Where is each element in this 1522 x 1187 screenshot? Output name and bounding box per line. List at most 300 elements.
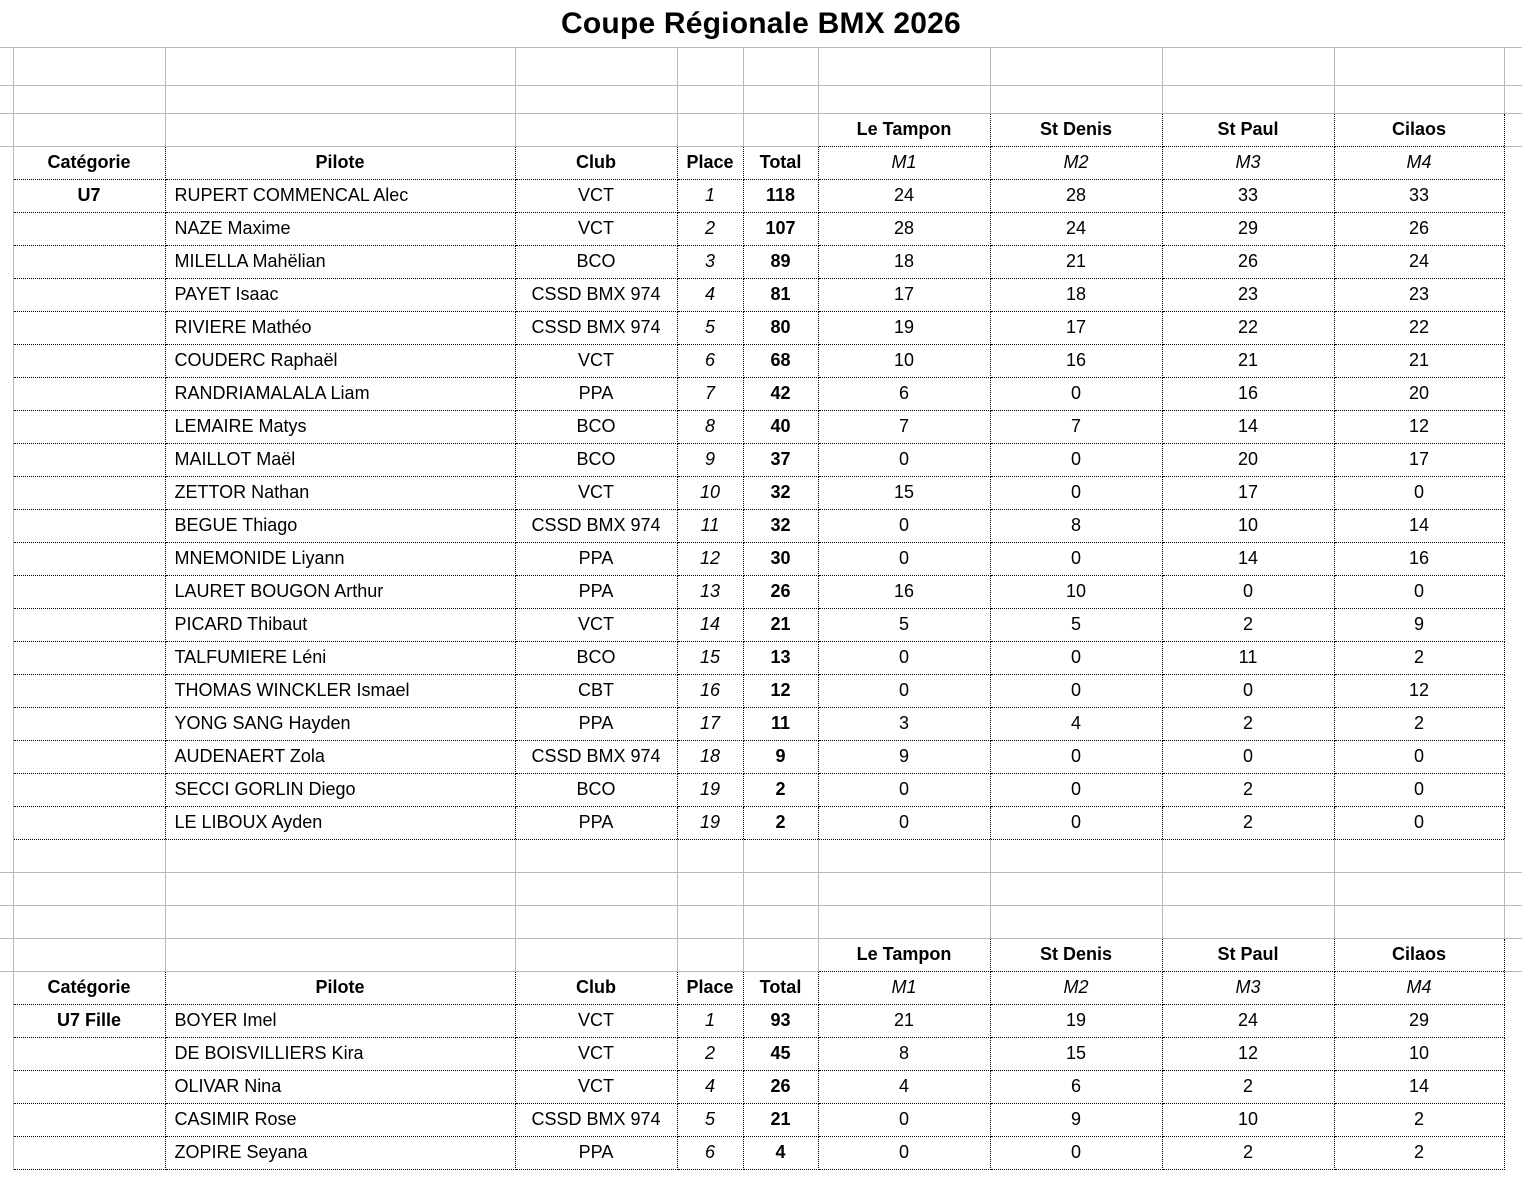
cell-categorie: U7 Fille bbox=[13, 1004, 165, 1037]
sheet-edge-cell bbox=[1504, 575, 1522, 608]
sheet-edge-cell bbox=[1504, 707, 1522, 740]
cell-round-4: 23 bbox=[1334, 278, 1504, 311]
table-row bbox=[0, 674, 1522, 707]
venue-spacer-cell bbox=[165, 938, 515, 971]
sheet-edge-cell bbox=[1504, 542, 1522, 575]
venue-header-1: Le Tampon bbox=[818, 938, 990, 971]
cell-categorie bbox=[13, 773, 165, 806]
sheet-gutter-cell bbox=[0, 542, 13, 575]
cell-pilote: ZETTOR Nathan bbox=[165, 476, 515, 509]
sheet-edge-cell bbox=[1504, 740, 1522, 773]
sheet-edge-cell bbox=[1504, 476, 1522, 509]
cell-round-1: 0 bbox=[818, 509, 990, 542]
cell-pilote: AUDENAERT Zola bbox=[165, 740, 515, 773]
cell-round-1: 19 bbox=[818, 311, 990, 344]
cell-pilote: OLIVAR Nina bbox=[165, 1070, 515, 1103]
venue-header-4: Cilaos bbox=[1334, 938, 1504, 971]
table-row bbox=[0, 179, 1522, 212]
table-row bbox=[0, 410, 1522, 443]
cell-pilote: YONG SANG Hayden bbox=[165, 707, 515, 740]
table-row bbox=[0, 1103, 1522, 1136]
sheet-empty-cell bbox=[990, 48, 1162, 85]
cell-place: 17 bbox=[677, 707, 743, 740]
cell-place: 5 bbox=[677, 311, 743, 344]
cell-round-3: 20 bbox=[1162, 443, 1334, 476]
sheet-empty-cell bbox=[515, 872, 677, 905]
sheet-gutter-cell bbox=[0, 245, 13, 278]
cell-round-3: 22 bbox=[1162, 311, 1334, 344]
table-row bbox=[0, 509, 1522, 542]
cell-round-2: 0 bbox=[990, 740, 1162, 773]
cell-categorie bbox=[13, 707, 165, 740]
cell-round-3: 2 bbox=[1162, 608, 1334, 641]
cell-round-1: 0 bbox=[818, 641, 990, 674]
column-header-place: Place bbox=[677, 971, 743, 1004]
cell-round-3: 17 bbox=[1162, 476, 1334, 509]
table-row bbox=[0, 443, 1522, 476]
sheet-edge-cell bbox=[1504, 938, 1522, 971]
cell-club: VCT bbox=[515, 212, 677, 245]
sheet-empty-cell bbox=[677, 872, 743, 905]
cell-round-4: 0 bbox=[1334, 806, 1504, 839]
cell-club: BCO bbox=[515, 410, 677, 443]
cell-total: 107 bbox=[743, 212, 818, 245]
table-row bbox=[0, 377, 1522, 410]
sheet-edge-cell bbox=[1504, 179, 1522, 212]
sheet-empty-cell bbox=[677, 48, 743, 85]
sheet-gutter-cell bbox=[0, 641, 13, 674]
cell-round-4: 20 bbox=[1334, 377, 1504, 410]
sheet-empty-cell bbox=[13, 839, 165, 872]
cell-round-3: 14 bbox=[1162, 410, 1334, 443]
cell-club: PPA bbox=[515, 377, 677, 410]
venue-spacer-cell bbox=[743, 938, 818, 971]
sheet-edge-cell bbox=[1504, 674, 1522, 707]
sheet-edge-cell bbox=[1504, 344, 1522, 377]
cell-round-3: 26 bbox=[1162, 245, 1334, 278]
sheet-empty-cell bbox=[13, 905, 165, 938]
table-row bbox=[0, 1136, 1522, 1169]
sheet-gutter-cell bbox=[0, 1070, 13, 1103]
cell-round-2: 0 bbox=[990, 1136, 1162, 1169]
cell-club: PPA bbox=[515, 542, 677, 575]
cell-total: 9 bbox=[743, 740, 818, 773]
sheet-empty-row bbox=[0, 839, 1522, 872]
cell-round-4: 33 bbox=[1334, 179, 1504, 212]
cell-total: 21 bbox=[743, 1103, 818, 1136]
table-row bbox=[0, 542, 1522, 575]
sheet-edge-cell bbox=[1504, 509, 1522, 542]
sheet-edge-cell bbox=[1504, 1070, 1522, 1103]
cell-total: 45 bbox=[743, 1037, 818, 1070]
table-row bbox=[0, 707, 1522, 740]
cell-place: 9 bbox=[677, 443, 743, 476]
sheet-edge-cell bbox=[1504, 113, 1522, 146]
cell-total: 26 bbox=[743, 575, 818, 608]
venue-header-row bbox=[0, 113, 1522, 146]
sheet-empty-cell bbox=[1334, 85, 1504, 113]
cell-round-3: 23 bbox=[1162, 278, 1334, 311]
sheet-edge-cell bbox=[1504, 443, 1522, 476]
column-header-categorie: Catégorie bbox=[13, 146, 165, 179]
cell-pilote: RANDRIAMALALA Liam bbox=[165, 377, 515, 410]
sheet-empty-cell bbox=[1162, 48, 1334, 85]
cell-pilote: RUPERT COMMENCAL Alec bbox=[165, 179, 515, 212]
cell-round-3: 2 bbox=[1162, 1136, 1334, 1169]
column-header-round-2: M2 bbox=[990, 146, 1162, 179]
sheet-empty-cell bbox=[0, 872, 13, 905]
cell-round-1: 18 bbox=[818, 245, 990, 278]
page-title: Coupe Régionale BMX 2026 bbox=[561, 6, 961, 40]
sheet-empty-cell bbox=[818, 872, 990, 905]
cell-club: VCT bbox=[515, 179, 677, 212]
sheet-gutter-cell bbox=[0, 146, 13, 179]
sheet-empty-cell bbox=[1334, 839, 1504, 872]
sheet-empty-cell bbox=[1504, 85, 1522, 113]
cell-round-3: 10 bbox=[1162, 1103, 1334, 1136]
cell-round-1: 21 bbox=[818, 1004, 990, 1037]
document-title-row bbox=[0, 0, 1522, 48]
cell-total: 2 bbox=[743, 806, 818, 839]
sheet-empty-cell bbox=[515, 905, 677, 938]
cell-round-1: 7 bbox=[818, 410, 990, 443]
column-header-total: Total bbox=[743, 146, 818, 179]
sheet-empty-cell bbox=[743, 839, 818, 872]
sheet-gutter-cell bbox=[0, 971, 13, 1004]
sheet-edge-cell bbox=[1504, 971, 1522, 1004]
cell-pilote: COUDERC Raphaël bbox=[165, 344, 515, 377]
cell-place: 14 bbox=[677, 608, 743, 641]
cell-place: 15 bbox=[677, 641, 743, 674]
sheet-gutter-cell bbox=[0, 344, 13, 377]
sheet-empty-cell bbox=[1504, 48, 1522, 85]
cell-round-1: 0 bbox=[818, 1103, 990, 1136]
cell-round-4: 0 bbox=[1334, 575, 1504, 608]
sheet-edge-cell bbox=[1504, 245, 1522, 278]
cell-place: 11 bbox=[677, 509, 743, 542]
cell-club: PPA bbox=[515, 806, 677, 839]
cell-round-2: 15 bbox=[990, 1037, 1162, 1070]
cell-categorie bbox=[13, 641, 165, 674]
table-row bbox=[0, 641, 1522, 674]
cell-round-1: 9 bbox=[818, 740, 990, 773]
column-header-round-3: M3 bbox=[1162, 146, 1334, 179]
sheet-empty-cell bbox=[990, 872, 1162, 905]
table-row bbox=[0, 1037, 1522, 1070]
cell-round-3: 12 bbox=[1162, 1037, 1334, 1070]
cell-round-4: 0 bbox=[1334, 740, 1504, 773]
sheet-edge-cell bbox=[1504, 410, 1522, 443]
sheet-empty-cell bbox=[743, 872, 818, 905]
cell-total: 2 bbox=[743, 773, 818, 806]
cell-round-4: 29 bbox=[1334, 1004, 1504, 1037]
sheet-empty-cell bbox=[1334, 905, 1504, 938]
cell-categorie bbox=[13, 542, 165, 575]
table-row bbox=[0, 608, 1522, 641]
cell-round-1: 8 bbox=[818, 1037, 990, 1070]
cell-club: PPA bbox=[515, 575, 677, 608]
cell-total: 13 bbox=[743, 641, 818, 674]
sheet-edge-cell bbox=[1504, 146, 1522, 179]
sheet-empty-row bbox=[0, 48, 1522, 85]
sheet-empty-cell bbox=[0, 905, 13, 938]
cell-club: VCT bbox=[515, 608, 677, 641]
venue-spacer-cell bbox=[515, 938, 677, 971]
cell-pilote: DE BOISVILLIERS Kira bbox=[165, 1037, 515, 1070]
sheet-empty-cell bbox=[13, 872, 165, 905]
sheet-empty-cell bbox=[990, 839, 1162, 872]
cell-round-4: 24 bbox=[1334, 245, 1504, 278]
cell-round-4: 16 bbox=[1334, 542, 1504, 575]
column-header-club: Club bbox=[515, 146, 677, 179]
sheet-edge-cell bbox=[1504, 641, 1522, 674]
sheet-empty-cell bbox=[0, 85, 13, 113]
cell-place: 7 bbox=[677, 377, 743, 410]
cell-pilote: SECCI GORLIN Diego bbox=[165, 773, 515, 806]
sheet-empty-cell bbox=[165, 905, 515, 938]
sheet-empty-cell bbox=[13, 85, 165, 113]
sheet-gutter-cell bbox=[0, 1136, 13, 1169]
table-row bbox=[0, 476, 1522, 509]
sheet-empty-row bbox=[0, 85, 1522, 113]
cell-round-3: 0 bbox=[1162, 740, 1334, 773]
cell-pilote: PAYET Isaac bbox=[165, 278, 515, 311]
cell-pilote: BOYER Imel bbox=[165, 1004, 515, 1037]
sheet-empty-cell bbox=[1504, 905, 1522, 938]
venue-header-3: St Paul bbox=[1162, 113, 1334, 146]
cell-pilote: MILELLA Mahëlian bbox=[165, 245, 515, 278]
sheet-gutter-cell bbox=[0, 1037, 13, 1070]
cell-total: 32 bbox=[743, 509, 818, 542]
cell-place: 16 bbox=[677, 674, 743, 707]
cell-club: BCO bbox=[515, 443, 677, 476]
cell-categorie bbox=[13, 311, 165, 344]
sheet-empty-cell bbox=[515, 48, 677, 85]
table-row bbox=[0, 773, 1522, 806]
cell-club: BCO bbox=[515, 773, 677, 806]
sheet-empty-cell bbox=[818, 839, 990, 872]
sheet-empty-cell bbox=[0, 48, 13, 85]
cell-round-3: 10 bbox=[1162, 509, 1334, 542]
cell-round-2: 17 bbox=[990, 311, 1162, 344]
cell-round-1: 0 bbox=[818, 806, 990, 839]
cell-round-2: 0 bbox=[990, 674, 1162, 707]
cell-total: 81 bbox=[743, 278, 818, 311]
cell-round-2: 4 bbox=[990, 707, 1162, 740]
cell-pilote: CASIMIR Rose bbox=[165, 1103, 515, 1136]
cell-place: 1 bbox=[677, 179, 743, 212]
cell-place: 12 bbox=[677, 542, 743, 575]
venue-header-3: St Paul bbox=[1162, 938, 1334, 971]
cell-pilote: LE LIBOUX Ayden bbox=[165, 806, 515, 839]
cell-total: 11 bbox=[743, 707, 818, 740]
column-header-round-3: M3 bbox=[1162, 971, 1334, 1004]
sheet-empty-cell bbox=[677, 839, 743, 872]
cell-round-4: 26 bbox=[1334, 212, 1504, 245]
cell-round-2: 6 bbox=[990, 1070, 1162, 1103]
cell-categorie bbox=[13, 410, 165, 443]
cell-total: 118 bbox=[743, 179, 818, 212]
column-header-place: Place bbox=[677, 146, 743, 179]
cell-club: BCO bbox=[515, 245, 677, 278]
sheet-empty-row bbox=[0, 872, 1522, 905]
cell-total: 30 bbox=[743, 542, 818, 575]
cell-place: 10 bbox=[677, 476, 743, 509]
cell-round-2: 18 bbox=[990, 278, 1162, 311]
cell-round-3: 14 bbox=[1162, 542, 1334, 575]
cell-place: 2 bbox=[677, 212, 743, 245]
cell-place: 8 bbox=[677, 410, 743, 443]
sheet-empty-cell bbox=[818, 48, 990, 85]
table-row bbox=[0, 806, 1522, 839]
column-header-club: Club bbox=[515, 971, 677, 1004]
cell-total: 4 bbox=[743, 1136, 818, 1169]
column-header-round-2: M2 bbox=[990, 971, 1162, 1004]
cell-round-1: 17 bbox=[818, 278, 990, 311]
cell-round-4: 2 bbox=[1334, 641, 1504, 674]
cell-club: VCT bbox=[515, 476, 677, 509]
cell-round-1: 24 bbox=[818, 179, 990, 212]
sheet-empty-cell bbox=[743, 905, 818, 938]
sheet-empty-cell bbox=[818, 85, 990, 113]
sheet-empty-cell bbox=[515, 839, 677, 872]
cell-round-2: 0 bbox=[990, 641, 1162, 674]
cell-round-2: 0 bbox=[990, 773, 1162, 806]
sheet-gutter-cell bbox=[0, 212, 13, 245]
cell-round-1: 5 bbox=[818, 608, 990, 641]
sheet-gutter-cell bbox=[0, 740, 13, 773]
cell-round-3: 2 bbox=[1162, 707, 1334, 740]
cell-round-2: 0 bbox=[990, 806, 1162, 839]
cell-place: 4 bbox=[677, 1070, 743, 1103]
sheet-gutter-cell bbox=[0, 773, 13, 806]
cell-total: 37 bbox=[743, 443, 818, 476]
cell-categorie bbox=[13, 344, 165, 377]
cell-round-2: 28 bbox=[990, 179, 1162, 212]
cell-round-2: 9 bbox=[990, 1103, 1162, 1136]
venue-spacer-cell bbox=[677, 113, 743, 146]
sheet-empty-cell bbox=[165, 839, 515, 872]
sheet-gutter-cell bbox=[0, 938, 13, 971]
venue-spacer-cell bbox=[13, 113, 165, 146]
column-header-round-4: M4 bbox=[1334, 146, 1504, 179]
sheet-edge-cell bbox=[1504, 1136, 1522, 1169]
cell-categorie bbox=[13, 245, 165, 278]
cell-round-3: 11 bbox=[1162, 641, 1334, 674]
cell-round-4: 14 bbox=[1334, 509, 1504, 542]
column-header-row bbox=[0, 971, 1522, 1004]
cell-round-1: 0 bbox=[818, 542, 990, 575]
cell-place: 18 bbox=[677, 740, 743, 773]
sheet-empty-cell bbox=[677, 85, 743, 113]
cell-round-3: 24 bbox=[1162, 1004, 1334, 1037]
cell-round-1: 0 bbox=[818, 674, 990, 707]
cell-categorie bbox=[13, 443, 165, 476]
cell-round-1: 0 bbox=[818, 773, 990, 806]
sheet-edge-cell bbox=[1504, 1103, 1522, 1136]
cell-categorie bbox=[13, 1136, 165, 1169]
sheet-empty-cell bbox=[677, 905, 743, 938]
cell-categorie bbox=[13, 674, 165, 707]
sheet-edge-cell bbox=[1504, 1004, 1522, 1037]
cell-round-2: 10 bbox=[990, 575, 1162, 608]
cell-round-2: 0 bbox=[990, 377, 1162, 410]
sheet-empty-cell bbox=[1162, 85, 1334, 113]
cell-round-4: 2 bbox=[1334, 707, 1504, 740]
cell-total: 89 bbox=[743, 245, 818, 278]
sheet-gutter-cell bbox=[0, 674, 13, 707]
cell-place: 4 bbox=[677, 278, 743, 311]
cell-pilote: MAILLOT Maël bbox=[165, 443, 515, 476]
cell-total: 93 bbox=[743, 1004, 818, 1037]
cell-round-2: 21 bbox=[990, 245, 1162, 278]
cell-round-2: 0 bbox=[990, 443, 1162, 476]
sheet-gutter-cell bbox=[0, 575, 13, 608]
cell-categorie bbox=[13, 806, 165, 839]
sheet-edge-cell bbox=[1504, 278, 1522, 311]
cell-pilote: MNEMONIDE Liyann bbox=[165, 542, 515, 575]
sheet-empty-cell bbox=[1334, 872, 1504, 905]
cell-round-4: 2 bbox=[1334, 1136, 1504, 1169]
cell-round-1: 0 bbox=[818, 1136, 990, 1169]
cell-club: VCT bbox=[515, 1070, 677, 1103]
sheet-gutter-cell bbox=[0, 179, 13, 212]
cell-round-1: 4 bbox=[818, 1070, 990, 1103]
cell-round-3: 0 bbox=[1162, 575, 1334, 608]
cell-categorie bbox=[13, 608, 165, 641]
cell-round-2: 16 bbox=[990, 344, 1162, 377]
cell-pilote: LEMAIRE Matys bbox=[165, 410, 515, 443]
venue-header-1: Le Tampon bbox=[818, 113, 990, 146]
cell-place: 2 bbox=[677, 1037, 743, 1070]
sheet-gutter-cell bbox=[0, 410, 13, 443]
cell-round-1: 3 bbox=[818, 707, 990, 740]
cell-round-1: 28 bbox=[818, 212, 990, 245]
cell-club: PPA bbox=[515, 1136, 677, 1169]
cell-round-3: 16 bbox=[1162, 377, 1334, 410]
cell-total: 40 bbox=[743, 410, 818, 443]
cell-place: 6 bbox=[677, 344, 743, 377]
cell-round-2: 7 bbox=[990, 410, 1162, 443]
venue-spacer-cell bbox=[677, 938, 743, 971]
cell-categorie bbox=[13, 476, 165, 509]
column-header-round-4: M4 bbox=[1334, 971, 1504, 1004]
cell-categorie bbox=[13, 377, 165, 410]
venue-spacer-cell bbox=[743, 113, 818, 146]
cell-place: 6 bbox=[677, 1136, 743, 1169]
sheet-edge-cell bbox=[1504, 212, 1522, 245]
cell-club: CBT bbox=[515, 674, 677, 707]
cell-total: 80 bbox=[743, 311, 818, 344]
cell-pilote: THOMAS WINCKLER Ismael bbox=[165, 674, 515, 707]
cell-round-3: 2 bbox=[1162, 1070, 1334, 1103]
sheet-empty-cell bbox=[1162, 872, 1334, 905]
sheet-gutter-cell bbox=[0, 1103, 13, 1136]
cell-round-4: 0 bbox=[1334, 773, 1504, 806]
cell-round-3: 2 bbox=[1162, 806, 1334, 839]
cell-categorie bbox=[13, 575, 165, 608]
cell-round-1: 10 bbox=[818, 344, 990, 377]
sheet-empty-cell bbox=[165, 85, 515, 113]
sheet-gutter-cell bbox=[0, 608, 13, 641]
cell-round-2: 0 bbox=[990, 476, 1162, 509]
cell-round-2: 8 bbox=[990, 509, 1162, 542]
cell-round-4: 10 bbox=[1334, 1037, 1504, 1070]
sheet-gutter-cell bbox=[0, 443, 13, 476]
sheet-empty-cell bbox=[1504, 839, 1522, 872]
cell-round-1: 15 bbox=[818, 476, 990, 509]
cell-club: CSSD BMX 974 bbox=[515, 1103, 677, 1136]
